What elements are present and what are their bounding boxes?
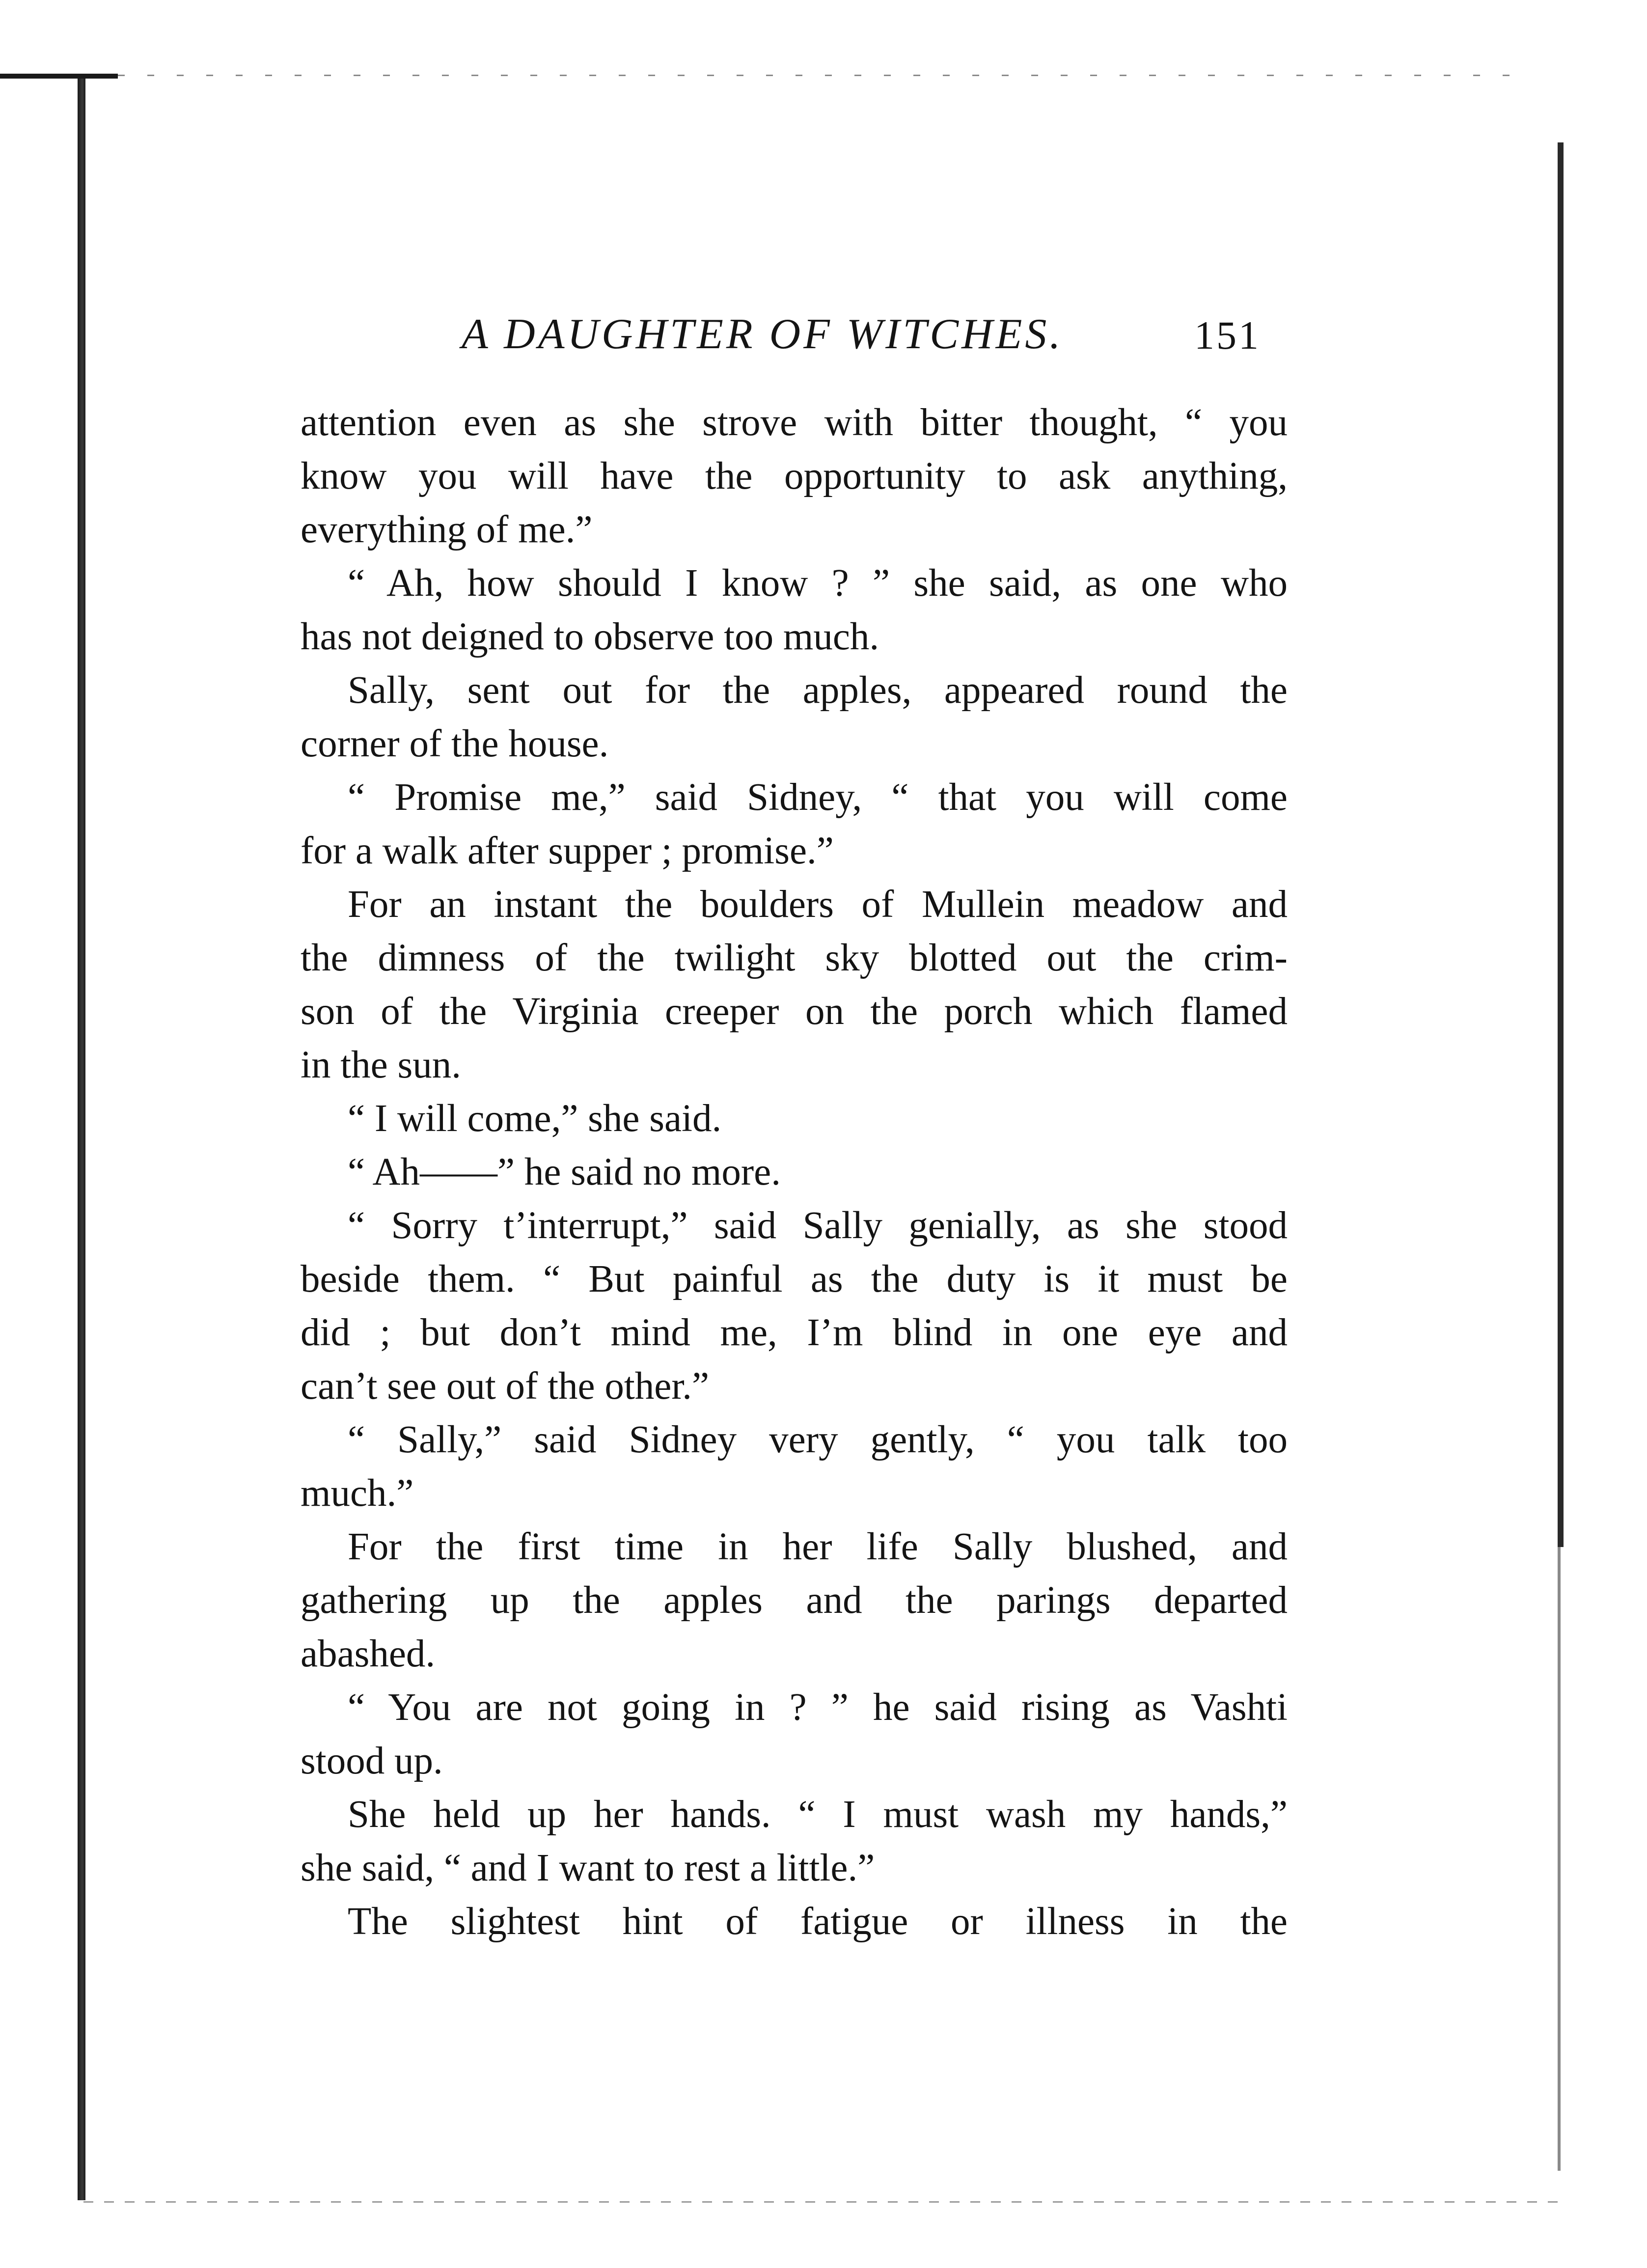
text-line: “ You are not going in ? ” he said rising as Vashti [348, 1686, 1288, 1729]
text-line: “ Ah——” he said no more. [348, 1151, 781, 1193]
text-line: in the sun. [301, 1044, 461, 1086]
text-line: son of the Virginia creeper on the porch which flamed [301, 990, 1288, 1033]
text-line: has not deigned to observe too much. [301, 615, 879, 658]
text-line: abashed. [301, 1632, 436, 1675]
text-line: The slightest hint of fatigue or illness in the [348, 1900, 1288, 1943]
page-edge-bottom [83, 2201, 1562, 2203]
text-line: For an instant the boulders of Mullein meadow and [348, 883, 1288, 926]
text-line: corner of the house. [301, 722, 609, 765]
page-number: 151 [1194, 313, 1261, 358]
text-line: know you will have the opportunity to ask anything, [301, 455, 1288, 498]
text-line: beside them. “ But painful as the duty is it must be [301, 1258, 1288, 1300]
page-edge-top [118, 75, 1522, 76]
page-edge-right-lower [1558, 1547, 1561, 2171]
text-line: for a walk after supper ; promise.” [301, 830, 834, 872]
running-title: A DAUGHTER OF WITCHES. [462, 310, 1064, 358]
text-line: gathering up the apples and the parings departed [301, 1579, 1288, 1622]
text-line: “ Sally,” said Sidney very gently, “ you talk too [348, 1418, 1288, 1461]
text-line: “ I will come,” she said. [348, 1097, 722, 1140]
text-line: Sally, sent out for the apples, appeared round the [348, 669, 1288, 712]
body-text [301, 396, 1288, 1948]
text-line: “ Sorry t’interrupt,” said Sally genially, as she stood [348, 1204, 1288, 1247]
text-line: stood up. [301, 1740, 443, 1782]
text-line: did ; but don’t mind me, I’m blind in one eye and [301, 1311, 1288, 1354]
binding-edge-left [78, 79, 85, 2200]
page-edge-right [1558, 142, 1564, 1547]
text-line: attention even as she strove with bitter thought, “ you [301, 401, 1288, 444]
text-line: everything of me.” [301, 508, 593, 551]
text-line: She held up her hands. “ I must wash my hands,” [348, 1793, 1288, 1836]
text-line: “ Ah, how should I know ? ” she said, as one who [348, 562, 1288, 605]
text-line: she said, “ and I want to rest a little.” [301, 1847, 875, 1889]
text-line: can’t see out of the other.” [301, 1365, 710, 1408]
binding-edge-top-left [0, 74, 118, 79]
text-line: For the first time in her life Sally blushed, and [348, 1525, 1288, 1568]
text-line: “ Promise me,” said Sidney, “ that you will come [348, 776, 1288, 819]
text-line: the dimness of the twilight sky blotted out the crim- [301, 937, 1288, 979]
text-line: much.” [301, 1472, 414, 1515]
